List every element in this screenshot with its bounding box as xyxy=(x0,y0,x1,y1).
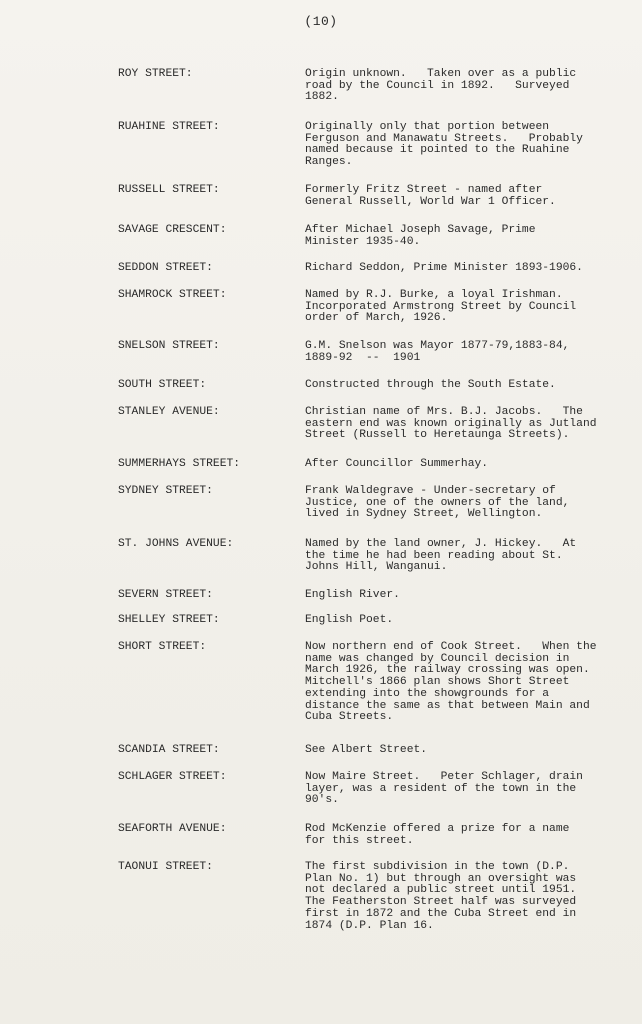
description-line: After Councillor Summerhay. xyxy=(305,458,489,470)
street-description xyxy=(305,459,639,471)
street-name: SAVAGE CRESCENT: xyxy=(118,224,227,236)
description-line: Johns Hill, Wanganui. xyxy=(305,561,448,574)
description-line: Minister 1935-40. xyxy=(305,235,421,248)
description-line: not declared a public street until 1951. xyxy=(305,884,577,897)
street-description xyxy=(305,745,639,757)
street-name: RUAHINE STREET: xyxy=(118,121,220,133)
street-description xyxy=(305,486,639,521)
street-description xyxy=(305,615,639,627)
street-name: SNELSON STREET: xyxy=(118,340,220,352)
description-line: order of March, 1926. xyxy=(305,312,448,325)
street-description xyxy=(305,862,639,932)
description-line: extending into the showgrounds for a xyxy=(305,687,550,700)
street-description xyxy=(305,225,639,248)
description-line: After Michael Joseph Savage, Prime xyxy=(305,224,536,236)
description-line: Now Maire Street. Peter Schlager, drain xyxy=(305,771,583,783)
description-line: 90's. xyxy=(305,794,339,807)
description-line: General Russell, World War 1 Officer. xyxy=(305,195,556,208)
street-description xyxy=(305,122,639,169)
description-line: for this street. xyxy=(305,834,414,847)
street-name: SHAMROCK STREET: xyxy=(118,289,227,301)
street-name: ST. JOHNS AVENUE: xyxy=(118,538,234,550)
street-description xyxy=(305,407,639,442)
description-line: March 1926, the railway crossing was open. xyxy=(305,664,590,677)
street-name: SOUTH STREET: xyxy=(118,379,207,391)
street-name: SYDNEY STREET: xyxy=(118,485,213,497)
description-line: Named by the land owner, J. Hickey. At xyxy=(305,538,577,550)
description-line: Richard Seddon, Prime Minister 1893-1906. xyxy=(305,262,583,274)
description-line: the time he had been reading about St. xyxy=(305,549,563,562)
description-line: eastern end was known originally as Jutland xyxy=(305,417,597,430)
description-line: English River. xyxy=(305,589,400,601)
street-name: RUSSELL STREET: xyxy=(118,184,220,196)
description-line: Now northern end of Cook Street. When the xyxy=(305,641,597,653)
description-line: Incorporated Armstrong Street by Council xyxy=(305,300,577,313)
description-line: Origin unknown. Taken over as a public xyxy=(305,68,577,80)
description-line: name was changed by Council decision in xyxy=(305,652,570,665)
description-line: Named by R.J. Burke, a loyal Irishman. xyxy=(305,289,563,301)
description-line: 1874 (D.P. Plan 16. xyxy=(305,919,434,932)
description-line: distance the same as that between Main and xyxy=(305,699,590,712)
description-line: Mitchell's 1866 plan shows Short Street xyxy=(305,676,570,689)
description-line: Ferguson and Manawatu Streets. Probably xyxy=(305,132,583,145)
description-line: lived in Sydney Street, Wellington. xyxy=(305,508,543,521)
street-description xyxy=(305,642,639,724)
street-description xyxy=(305,341,639,364)
description-line: 1882. xyxy=(305,91,339,104)
street-description xyxy=(305,590,639,602)
street-name: STANLEY AVENUE: xyxy=(118,406,220,418)
street-name: ROY STREET: xyxy=(118,68,193,80)
description-line: layer, was a resident of the town in the xyxy=(305,782,577,795)
description-line: Street (Russell to Heretaunga Streets). xyxy=(305,429,570,442)
street-description xyxy=(305,263,639,275)
street-name: SHORT STREET: xyxy=(118,641,207,653)
street-name: TAONUI STREET: xyxy=(118,861,213,873)
description-line: Rod McKenzie offered a prize for a name xyxy=(305,823,570,835)
page-number: (10) xyxy=(304,14,338,29)
street-description xyxy=(305,539,639,574)
description-line: Constructed through the South Estate. xyxy=(305,379,556,391)
description-line: Ranges. xyxy=(305,156,353,169)
street-name: SUMMERHAYS STREET: xyxy=(118,458,241,470)
description-line: The first subdivision in the town (D.P. xyxy=(305,861,570,873)
street-name: SHELLEY STREET: xyxy=(118,614,220,626)
street-name: SCHLAGER STREET: xyxy=(118,771,227,783)
street-name: SCANDIA STREET: xyxy=(118,744,220,756)
description-line: 1889-92 -- 1901 xyxy=(305,351,421,364)
street-description xyxy=(305,380,639,392)
street-name: SEVERN STREET: xyxy=(118,589,213,601)
description-line: G.M. Snelson was Mayor 1877-79,1883-84, xyxy=(305,340,570,352)
street-description xyxy=(305,824,639,847)
description-line: The Featherston Street half was surveyed xyxy=(305,896,577,909)
description-line: named because it pointed to the Ruahine xyxy=(305,144,570,157)
description-line: Cuba Streets. xyxy=(305,711,394,724)
street-name: SEAFORTH AVENUE: xyxy=(118,823,227,835)
street-description xyxy=(305,290,639,325)
street-description xyxy=(305,772,639,807)
description-line: Formerly Fritz Street - named after xyxy=(305,184,543,196)
description-line: Christian name of Mrs. B.J. Jacobs. The xyxy=(305,406,583,418)
street-description xyxy=(305,69,639,104)
description-line: Originally only that portion between xyxy=(305,121,550,133)
description-line: See Albert Street. xyxy=(305,744,428,756)
description-line: first in 1872 and the Cuba Street end in xyxy=(305,907,577,920)
description-line: Frank Waldegrave - Under-secretary of xyxy=(305,485,556,497)
description-line: Plan No. 1) but through an oversight was xyxy=(305,872,577,885)
description-line: Justice, one of the owners of the land, xyxy=(305,496,570,509)
description-line: English Poet. xyxy=(305,614,394,626)
description-line: road by the Council in 1892. Surveyed xyxy=(305,79,570,92)
street-description xyxy=(305,185,639,208)
street-name: SEDDON STREET: xyxy=(118,262,213,274)
